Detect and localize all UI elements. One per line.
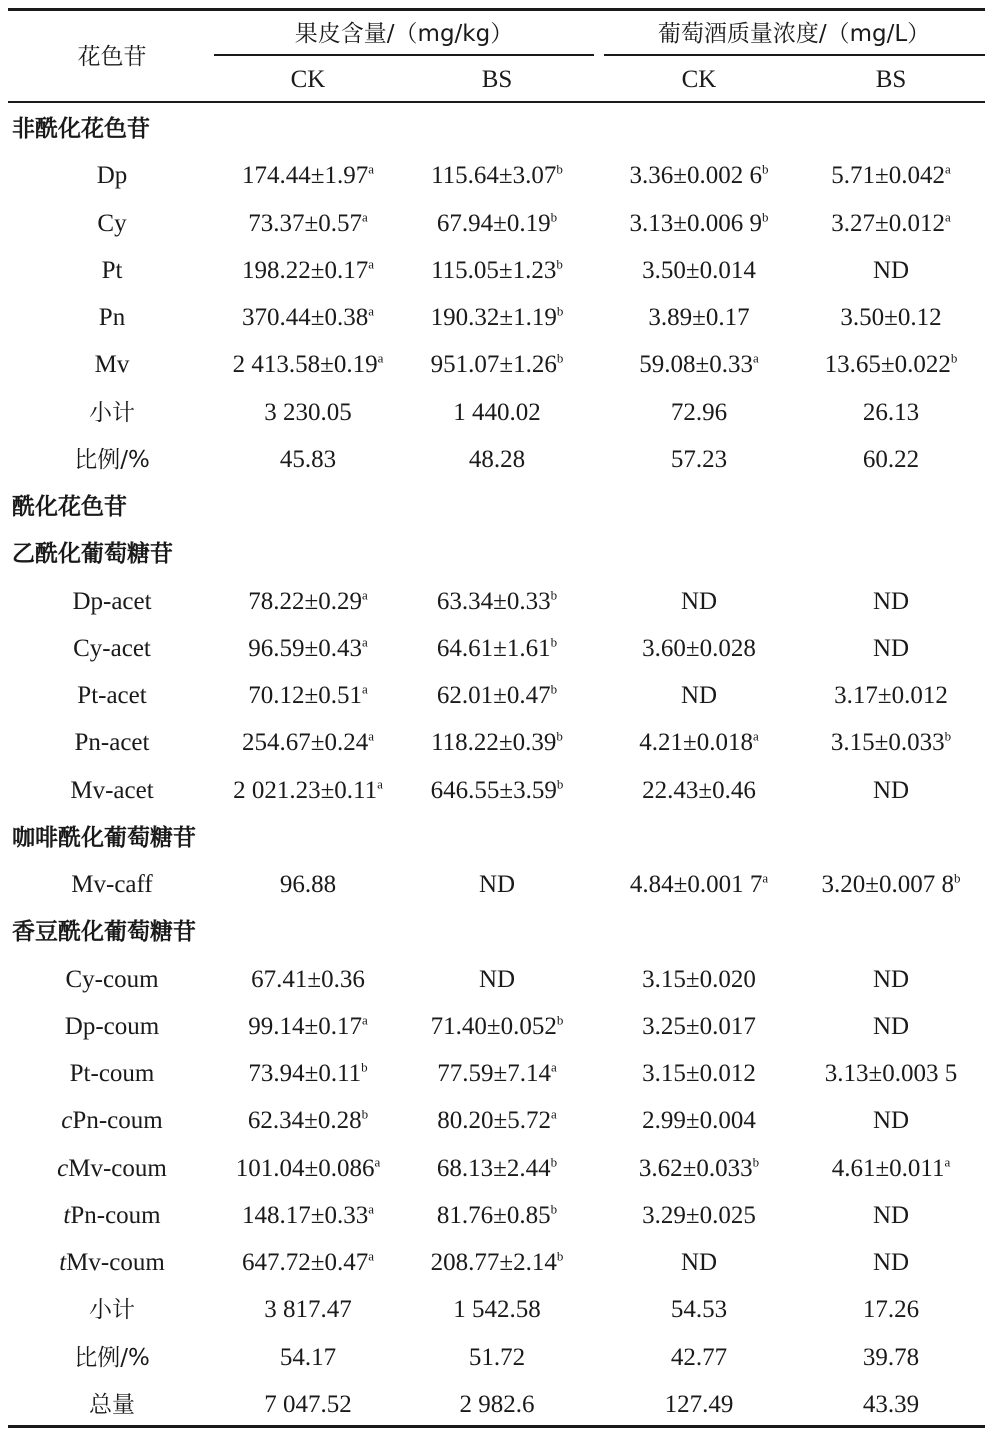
table-cell	[437, 1106, 557, 1136]
cell-value: 254.67±0.24	[241, 729, 369, 757]
table-cell	[460, 1390, 535, 1420]
cell-value: 101.04±0.086	[235, 1154, 375, 1182]
cell-value: 42.77	[670, 1343, 728, 1371]
cell-value: 2 982.6	[459, 1390, 535, 1418]
table-cell	[469, 445, 525, 475]
table-cell	[264, 1390, 352, 1420]
cell-value: 3.25±0.017	[642, 1012, 756, 1040]
isomer-prefix: t	[63, 1201, 71, 1229]
significance-letter: b	[550, 1201, 558, 1217]
cell-value: 2 021.23±0.11	[233, 776, 378, 804]
row-label	[73, 634, 151, 664]
cell-value: 62.34±0.28	[247, 1107, 362, 1135]
table-cell	[437, 1154, 557, 1184]
cell-value: 57.23	[670, 445, 728, 473]
cell-value: 190.32±1.19	[430, 304, 557, 331]
row-label-text: Pn-acet	[74, 729, 150, 757]
significance-letter: b	[550, 634, 558, 650]
table-cell	[242, 1201, 374, 1231]
table-cell	[873, 634, 909, 664]
table-cell	[873, 256, 909, 286]
cell-value: ND	[680, 1249, 718, 1276]
isomer-prefix: c	[61, 1107, 73, 1135]
cell-value: 64.61±1.61	[436, 634, 551, 662]
table-cell	[873, 1012, 909, 1042]
significance-letter: b	[556, 728, 563, 744]
table-cell	[873, 1106, 909, 1136]
cell-value: 80.20±5.72	[437, 1107, 551, 1135]
cell-value: ND	[872, 776, 910, 804]
table-cell	[431, 350, 564, 380]
table-cell	[873, 776, 909, 806]
cell-value: 3.20±0.007 8	[821, 871, 954, 898]
cell-value: 96.88	[279, 871, 337, 898]
significance-letter: a	[944, 209, 951, 225]
cell-value: 43.39	[862, 1390, 920, 1418]
table-cell	[242, 161, 374, 191]
cell-value: 198.22±0.17	[241, 256, 369, 284]
table-cell	[431, 303, 564, 333]
cell-value: 115.05±1.23	[431, 256, 557, 284]
row-label	[71, 870, 152, 900]
cell-value: ND	[680, 587, 718, 615]
cell-value: 951.07±1.26	[430, 351, 557, 379]
row-label-text: Mv-caff	[71, 871, 153, 898]
row-label	[72, 587, 151, 617]
significance-letter: a	[374, 1154, 381, 1170]
cell-value: 4.21±0.018	[639, 729, 753, 757]
significance-letter: b	[761, 161, 769, 177]
cell-value: 1 440.02	[453, 398, 541, 426]
table-cell	[863, 1390, 919, 1420]
section-heading: 香豆酰化葡萄糖苷	[12, 919, 196, 946]
cell-value: 208.77±2.14	[430, 1249, 557, 1276]
row-label-text: Pt	[101, 256, 123, 284]
row-label	[99, 303, 125, 333]
cell-value: 3.62±0.033	[638, 1154, 753, 1182]
table-cell	[831, 161, 951, 191]
row-label	[89, 398, 135, 428]
cell-value: 647.72±0.47	[241, 1249, 369, 1276]
row-label	[65, 965, 158, 995]
row-label	[95, 350, 130, 380]
row-label-text: Cy	[97, 209, 127, 237]
significance-letter: b	[953, 870, 961, 886]
significance-letter: a	[377, 776, 383, 792]
cell-value: 3.15±0.012	[642, 1060, 756, 1087]
row-label	[75, 728, 150, 758]
section-heading: 乙酰化葡萄糖苷	[12, 541, 173, 568]
cell-value: 63.34±0.33	[436, 587, 551, 615]
table-cell	[630, 870, 768, 900]
cell-value: 67.41±0.36	[251, 965, 365, 993]
table-cell	[431, 1248, 564, 1278]
table-cell	[873, 587, 909, 617]
row-label	[97, 209, 126, 239]
cell-value: 48.28	[468, 445, 526, 473]
row-label-text: Pt-acet	[77, 682, 147, 709]
table-cell	[242, 1248, 374, 1278]
significance-letter: a	[368, 161, 375, 177]
cell-value: 174.44±1.97	[241, 162, 369, 190]
table-cell	[642, 634, 756, 664]
table-cell	[437, 634, 557, 664]
section-heading: 酰化花色苷	[12, 494, 127, 520]
row-label-text: Pt-coum	[69, 1060, 155, 1087]
row-label	[61, 1106, 162, 1136]
significance-letter: b	[752, 1154, 760, 1170]
row-label-text: Dp-acet	[72, 587, 152, 615]
significance-letter: a	[361, 1012, 368, 1028]
table-cell	[431, 161, 563, 191]
top-rule	[8, 8, 985, 11]
cell-value: 646.55±3.59	[430, 776, 557, 804]
significance-letter: a	[752, 350, 759, 366]
table-cell	[863, 445, 919, 475]
table-cell	[242, 728, 374, 758]
table-cell	[437, 1201, 557, 1231]
cell-value: 3.89±0.17	[648, 304, 750, 331]
cell-value: 370.44±0.38	[241, 304, 369, 331]
cell-value: 115.64±3.07	[431, 162, 557, 190]
significance-letter: b	[556, 303, 564, 319]
table-cell	[280, 870, 336, 900]
cell-value: ND	[478, 965, 516, 993]
cell-value: 3.17±0.012	[834, 682, 948, 709]
isomer-prefix: c	[57, 1154, 69, 1182]
cell-value: 67.94±0.19	[436, 209, 551, 237]
sub-header-ck-wine: CK	[681, 66, 717, 93]
table-cell	[671, 1343, 727, 1373]
table-cell	[248, 1059, 367, 1089]
row-label-text: 比例/%	[74, 1344, 150, 1371]
significance-letter: b	[361, 1106, 369, 1122]
cell-value: ND	[872, 587, 910, 615]
table-cell	[831, 209, 951, 239]
table-cell	[639, 1154, 759, 1184]
cell-value: 3.29±0.025	[642, 1201, 756, 1229]
table-cell	[825, 1059, 957, 1089]
cell-value: 4.84±0.001 7	[629, 871, 763, 898]
cell-value: 1 542.58	[453, 1296, 541, 1324]
group2-header: 葡萄酒质量浓度/（mg/L）	[657, 21, 931, 47]
significance-letter: b	[556, 1012, 564, 1028]
table-cell	[630, 161, 769, 191]
cell-value: 118.22±0.39	[431, 729, 557, 757]
cell-value: 17.26	[862, 1296, 920, 1324]
cell-value: ND	[872, 634, 910, 662]
table-cell	[248, 587, 368, 617]
table-cell	[248, 634, 368, 664]
significance-letter: a	[361, 587, 368, 603]
table-cell	[453, 1295, 541, 1325]
table-cell	[863, 1295, 919, 1325]
table-cell	[248, 681, 368, 711]
table-cell	[642, 965, 756, 995]
cell-value: 81.76±0.85	[436, 1201, 551, 1229]
significance-letter: b	[361, 1059, 368, 1075]
table-cell	[671, 445, 727, 475]
row-label-text: 小计	[89, 399, 135, 426]
cell-value: 4.61±0.011	[831, 1154, 945, 1182]
cell-value: 71.40±0.052	[430, 1012, 557, 1040]
table-cell	[437, 681, 557, 711]
significance-letter: b	[550, 587, 558, 603]
table-cell	[863, 398, 919, 428]
row-label-text: Mv-coum	[66, 1249, 165, 1276]
cell-value: ND	[872, 1107, 910, 1135]
significance-letter: a	[944, 161, 951, 177]
row-label-text: Pn-coum	[70, 1201, 161, 1229]
table-cell	[437, 1059, 557, 1089]
table-cell	[642, 1106, 756, 1136]
significance-letter: b	[556, 256, 563, 272]
row-label-text: Pn	[98, 304, 126, 331]
table-cell	[248, 209, 368, 239]
row-label-text: Pn-coum	[72, 1107, 163, 1135]
table-cell	[825, 350, 958, 380]
significance-letter: a	[377, 350, 384, 366]
table-cell	[642, 1059, 756, 1089]
section-heading: 咖啡酰化葡萄糖苷	[12, 824, 196, 851]
row-label-text: Cy-coum	[65, 965, 159, 993]
significance-letter: b	[950, 350, 958, 366]
cell-value: 51.72	[468, 1343, 526, 1371]
bottom-rule	[8, 1425, 985, 1428]
cell-value: 5.71±0.042	[831, 162, 945, 190]
row-label	[97, 161, 128, 191]
row-label-text: Mv-acet	[70, 776, 154, 804]
row-label	[89, 1390, 135, 1420]
significance-letter: b	[556, 776, 564, 792]
significance-letter: a	[368, 1248, 375, 1264]
table-cell	[873, 1248, 909, 1278]
table-cell	[822, 870, 961, 900]
table-cell	[248, 1012, 368, 1042]
table-cell	[431, 728, 563, 758]
cell-value: 78.22±0.29	[248, 587, 362, 615]
significance-letter: b	[761, 209, 769, 225]
significance-letter: a	[368, 728, 375, 744]
cell-value: ND	[680, 682, 718, 709]
cell-value: 68.13±2.44	[436, 1154, 551, 1182]
row-label	[77, 681, 146, 711]
header-bottom-rule	[8, 101, 985, 103]
table-cell	[671, 398, 727, 428]
row-label-text: Dp	[96, 162, 128, 190]
cell-value: 3 230.05	[264, 398, 352, 426]
sub-header-bs-skin: BS	[481, 66, 513, 93]
table-cell	[251, 965, 365, 995]
table-cell	[280, 445, 336, 475]
row-label-text: 小计	[89, 1297, 135, 1324]
significance-letter: b	[556, 350, 564, 366]
cell-value: 3.13±0.003 5	[824, 1060, 958, 1087]
row-label-text: Mv-coum	[68, 1154, 167, 1182]
significance-letter: b	[550, 209, 558, 225]
cell-value: 73.37±0.57	[248, 209, 362, 237]
row-label	[57, 1154, 167, 1184]
cell-value: ND	[872, 1012, 910, 1040]
significance-letter: b	[550, 1154, 558, 1170]
row-label-text: 比例/%	[74, 446, 150, 473]
table-cell	[671, 1295, 727, 1325]
table-cell	[264, 1295, 352, 1325]
significance-letter: a	[550, 1106, 557, 1122]
group2-rule	[604, 54, 985, 56]
table-cell	[681, 587, 717, 617]
cell-value: 72.96	[670, 398, 728, 426]
table-cell	[437, 209, 557, 239]
sub-header-bs-wine: BS	[875, 66, 907, 93]
cell-value: ND	[872, 256, 910, 284]
cell-value: ND	[478, 871, 516, 898]
cell-value: 60.22	[862, 445, 920, 473]
table-cell	[648, 303, 749, 333]
table-cell	[236, 1154, 381, 1184]
cell-value: 73.94±0.11	[248, 1060, 362, 1087]
table-cell	[233, 350, 384, 380]
table-cell	[873, 965, 909, 995]
cell-value: 22.43±0.46	[642, 776, 756, 804]
table-cell	[832, 1154, 951, 1184]
cell-value: 39.78	[862, 1343, 920, 1371]
table-cell	[242, 303, 374, 333]
sub-header-ck-skin: CK	[290, 66, 326, 93]
table-cell	[233, 776, 383, 806]
group1-rule	[214, 54, 594, 56]
table-cell	[639, 728, 759, 758]
significance-letter: b	[944, 728, 952, 744]
table-cell	[431, 776, 564, 806]
cell-value: 148.17±0.33	[241, 1201, 369, 1229]
significance-letter: a	[368, 1201, 375, 1217]
cell-value: 3 817.47	[264, 1296, 352, 1324]
significance-letter: a	[361, 681, 368, 697]
table-cell	[469, 1343, 525, 1373]
table-cell	[264, 398, 352, 428]
row-label	[70, 1059, 155, 1089]
significance-letter: b	[556, 161, 563, 177]
row-label	[65, 1012, 159, 1042]
cell-value: ND	[872, 1249, 910, 1276]
row-label-text: Cy-acet	[73, 634, 151, 662]
significance-letter: a	[368, 256, 375, 272]
cell-value: 96.59±0.43	[248, 634, 362, 662]
table-cell	[834, 681, 948, 711]
cell-value: 26.13	[862, 398, 920, 426]
table-cell	[630, 209, 769, 239]
cell-value: 59.08±0.33	[639, 351, 753, 379]
row-label	[63, 1201, 160, 1231]
cell-value: 13.65±0.022	[824, 351, 951, 379]
table-cell	[639, 350, 759, 380]
cell-value: 7 047.52	[264, 1390, 352, 1418]
cell-value: 54.53	[670, 1296, 728, 1324]
cell-value: 3.13±0.006 9	[629, 209, 762, 237]
cell-value: 70.12±0.51	[248, 682, 362, 709]
row-label-header: 花色苷	[77, 44, 147, 70]
table-cell	[642, 256, 756, 286]
significance-letter: a	[752, 728, 759, 744]
row-label	[74, 445, 150, 475]
cell-value: 3.60±0.028	[642, 634, 756, 662]
cell-value: ND	[872, 965, 910, 993]
row-label-text: 总量	[89, 1391, 135, 1418]
row-label	[59, 1248, 165, 1278]
cell-value: 3.50±0.014	[642, 256, 756, 284]
table-cell	[681, 681, 717, 711]
row-label	[89, 1295, 135, 1325]
row-label-text: Dp-coum	[64, 1012, 160, 1040]
table-cell	[437, 587, 557, 617]
cell-value: 62.01±0.47	[436, 682, 551, 709]
cell-value: ND	[872, 1201, 910, 1229]
table-cell	[280, 1343, 336, 1373]
significance-letter: a	[550, 1059, 557, 1075]
cell-value: 45.83	[279, 445, 337, 473]
cell-value: 3.36±0.002 6	[629, 162, 762, 190]
row-label	[74, 1343, 150, 1373]
significance-letter: b	[556, 1248, 564, 1264]
significance-letter: a	[368, 303, 375, 319]
table-cell	[479, 965, 515, 995]
cell-value: 3.27±0.012	[831, 209, 945, 237]
table-cell	[642, 1012, 756, 1042]
significance-letter: a	[944, 1154, 951, 1170]
cell-value: 127.49	[664, 1390, 734, 1418]
table-cell	[863, 1343, 919, 1373]
table-cell	[665, 1390, 734, 1420]
table-cell	[681, 1248, 717, 1278]
significance-letter: a	[762, 870, 769, 886]
isomer-prefix: t	[59, 1249, 67, 1276]
table-cell	[873, 1201, 909, 1231]
table-cell	[242, 256, 374, 286]
table-cell	[248, 1106, 368, 1136]
cell-value: 99.14±0.17	[248, 1012, 362, 1040]
significance-letter: b	[550, 681, 558, 697]
cell-value: 2.99±0.004	[642, 1107, 756, 1135]
cell-value: 3.50±0.12	[840, 304, 942, 331]
significance-letter: a	[361, 209, 368, 225]
section-heading: 非酰化花色苷	[12, 116, 150, 142]
cell-value: 77.59±7.14	[437, 1060, 551, 1087]
table-cell	[642, 776, 756, 806]
table-cell	[431, 1012, 564, 1042]
cell-value: 2 413.58±0.19	[232, 351, 378, 379]
table-cell	[431, 256, 563, 286]
row-label-text: Mv	[94, 351, 130, 379]
table-cell	[831, 728, 951, 758]
table-cell	[642, 1201, 756, 1231]
cell-value: 3.15±0.033	[830, 729, 945, 757]
cell-value: 54.17	[279, 1343, 337, 1371]
table-cell	[840, 303, 941, 333]
significance-letter: a	[361, 634, 368, 650]
cell-value: 3.15±0.020	[642, 965, 756, 993]
row-label	[102, 256, 123, 286]
group1-header: 果皮含量/（mg/kg）	[294, 21, 514, 47]
table-cell	[479, 870, 515, 900]
table-cell	[453, 398, 541, 428]
row-label	[70, 776, 153, 806]
